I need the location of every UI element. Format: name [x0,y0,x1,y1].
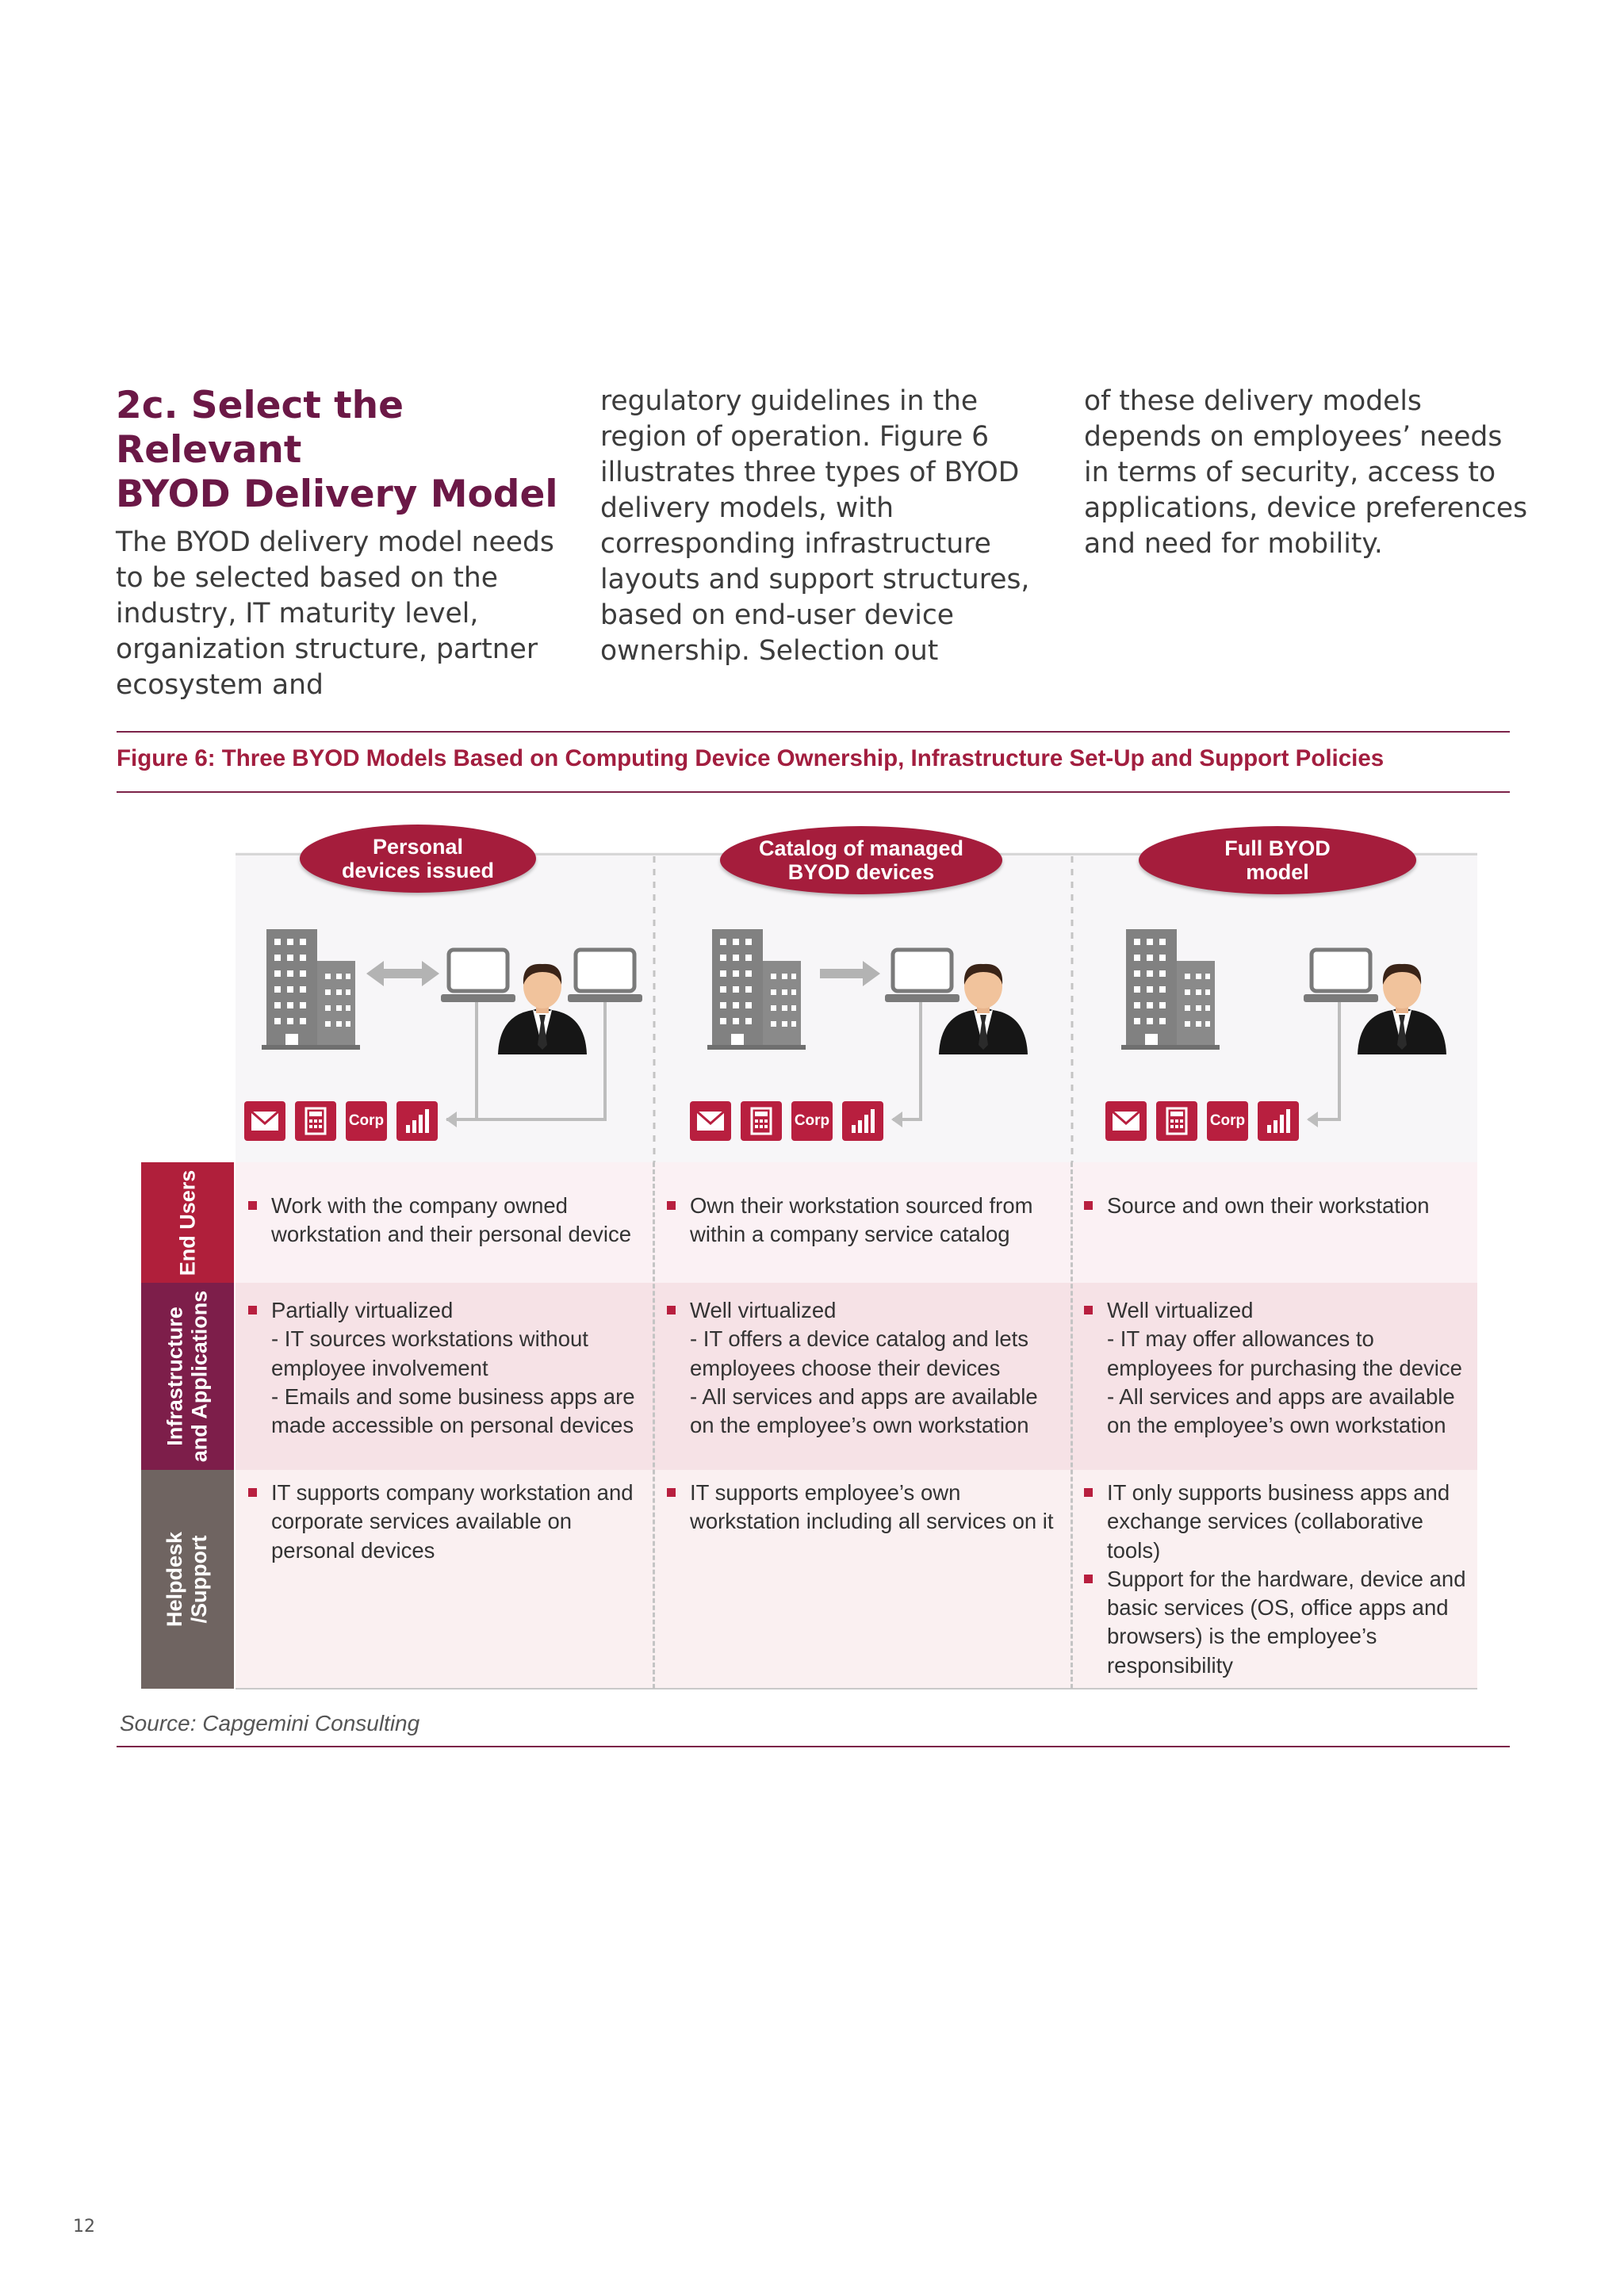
infra-cell-full-byod: Well virtualized - IT may offer allowances to employees for purchasing the device - All services and apps are available on the employee’s own workstation [1082,1296,1474,1440]
end-users-cell-catalog: Own their workstation sourced from within a company service catalog [665,1192,1065,1249]
corp-icon: Corp [791,1101,833,1141]
corp-icon: Corp [346,1101,387,1141]
double-arrow-icon [366,961,439,986]
calculator-icon [1156,1101,1197,1141]
corp-icon: Corp [1207,1101,1248,1141]
infra-cell-catalog: Well virtualized - IT offers a device catalog and lets employees choose their devices - All services and apps are available on the employee’s own workstation [665,1296,1065,1440]
email-icon [690,1101,731,1141]
building-icon [707,929,806,1050]
signal-bars-icon [1258,1101,1299,1141]
model-pill-full-byod: Full BYOD model [1139,826,1416,894]
arrow-right-icon [820,961,880,986]
signal-bars-icon [842,1101,883,1141]
laptop-icon [568,950,642,1002]
intro-paragraph-3: of these delivery models depends on employees’ needs in terms of security, access to applications, device preferences and need for mobility. [1084,385,1528,560]
calculator-icon [741,1101,782,1141]
businessman-icon [498,964,587,1054]
building-icon [262,929,360,1050]
intro-paragraph-1: The BYOD delivery model needs to be selected based on the industry, IT maturity level, organization structure, partner ecosystem and [116,526,554,701]
figure-bottom-rule [117,1746,1510,1747]
building-icon [1121,929,1220,1050]
laptop-icon [1304,950,1378,1002]
end-users-cell-personal: Work with the company owned workstation and their personal device [246,1192,650,1249]
row-label-infrastructure: Infrastructure and Applications [141,1283,234,1470]
column-divider [653,1162,655,1689]
calculator-icon [295,1101,336,1141]
table-bottom-line [236,1688,1477,1689]
figure-source: Source: Capgemini Consulting [120,1711,420,1735]
infra-cell-personal: Partially virtualized - IT sources workstations without employee involvement - Emails and some business apps are made accessible on personal devices [246,1296,650,1440]
email-icon [1105,1101,1147,1141]
figure-title: Figure 6: Three BYOD Models Based on Computing Device Ownership, Infrastructure Set-Up and Support Policies [117,745,1385,771]
intro-paragraph-2: regulatory guidelines in the region of operation. Figure 6 illustrates three types of BYOD delivery models, with corresponding infrastructure layouts and support structures, based on end-user device ownership. Selection out [600,385,1030,667]
email-icon [244,1101,285,1141]
end-users-cell-full-byod: Source and own their workstation [1082,1192,1474,1220]
column-divider [1071,1162,1073,1689]
helpdesk-cell-full-byod: IT only supports business apps and exchange services (collaborative tools) Support for the hardware, device and basic services (OS, office apps and browsers) is the employee’s responsibility [1082,1479,1474,1680]
model-pill-personal: Personal devices issued [300,825,536,893]
section-title: 2c. Select the Relevant BYOD Delivery Model [116,384,558,516]
helpdesk-cell-catalog: IT supports employee’s own workstation including all services on it [665,1479,1065,1536]
signal-bars-icon [396,1101,438,1141]
laptop-icon [441,950,515,1002]
row-label-helpdesk: Helpdesk /Support [141,1470,234,1689]
model-pill-catalog: Catalog of managed BYOD devices [720,826,1002,894]
row-label-end-users: End Users [141,1162,234,1283]
helpdesk-cell-personal: IT supports company workstation and corporate services available on personal devices [246,1479,650,1565]
laptop-icon [885,950,959,1002]
page-number: 12 [73,2217,95,2237]
